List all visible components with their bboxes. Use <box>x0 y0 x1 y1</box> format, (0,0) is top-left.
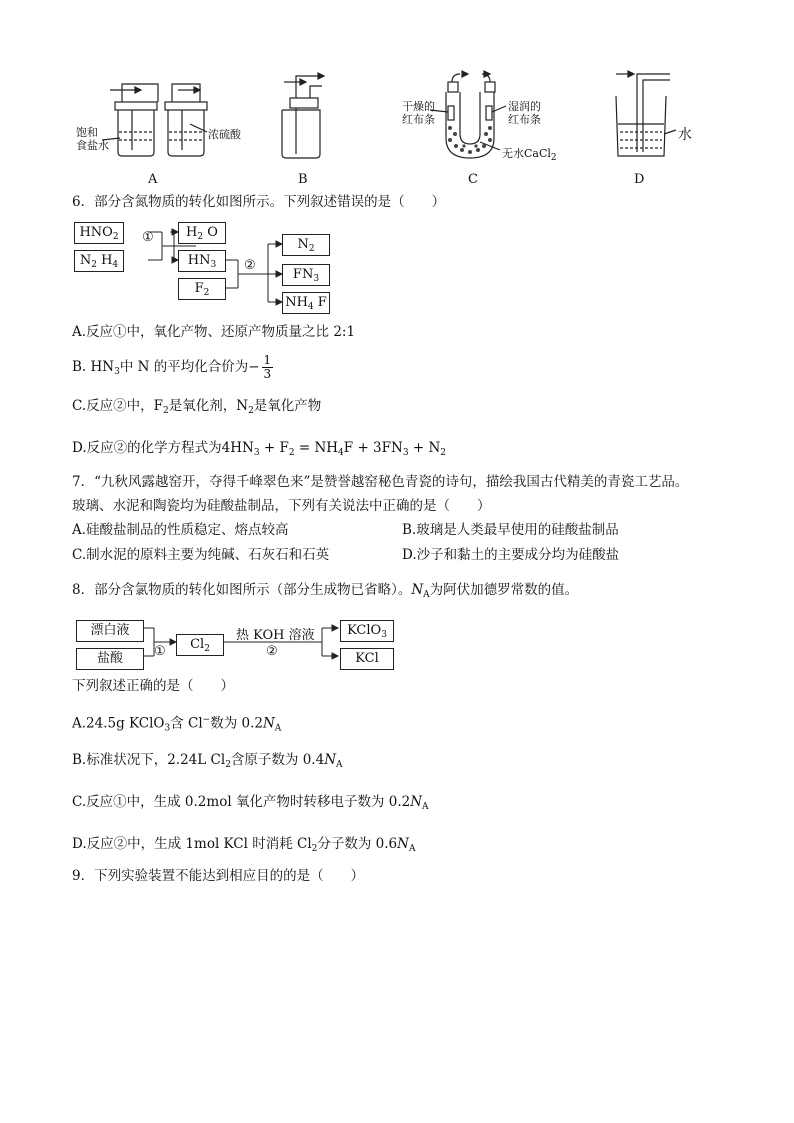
q7-option-d: D.沙子和黏土的主要成分均为硅酸盐 <box>402 547 620 563</box>
box-kclo3: KClO$_3$ <box>340 620 394 642</box>
q8-option-c: C.反应①中，生成 0.2mol 氧化产物时转移电子数为 $0.2N_A$ <box>72 794 429 812</box>
label-anhydrous-cacl2: 无水CaCl$_2$ <box>502 147 557 163</box>
q6-option-a: A.反应①中，氧化产物、还原产物质量之比 2:1 <box>72 324 356 340</box>
q8-arrow-text: 热 KOH 溶液 <box>236 628 315 643</box>
apparatus-b <box>282 73 324 158</box>
label-wet-strip: 湿润的 红布条 <box>508 100 541 126</box>
apparatus-figure <box>60 62 740 172</box>
box-hno2: $HNO_2$ <box>74 222 124 244</box>
label-saturated-brine: 饱和 食盐水 <box>76 126 109 152</box>
q8-option-a: A.24.5g KClO$_3$含 Cl−数为 $0.2N_A$ <box>72 715 282 734</box>
q7-option-c: C.制水泥的原料主要为纯碱、石灰石和石英 <box>72 547 330 563</box>
q7-option-b: B.玻璃是人类最早使用的硅酸盐制品 <box>402 522 619 538</box>
apparatus-a <box>102 84 207 156</box>
box-n2h4: $N_2$ $H_4$ <box>74 250 124 272</box>
q8-step2-label: ② <box>266 644 278 659</box>
q8-option-b: B.标准状况下，2.24L $Cl_2$含原子数为 $0.4N_A$ <box>72 752 343 770</box>
q7-stem-line2: 玻璃、水泥和陶瓷均为硅酸盐制品，下列有关说法中正确的是（ ） <box>72 498 491 514</box>
box-hcl: 盐酸 <box>76 648 144 670</box>
apparatus-c <box>430 71 506 158</box>
box-h2o: $H_2$ O <box>178 222 226 244</box>
q7-option-a: A.硅酸盐制品的性质稳定、熔点较高 <box>72 522 289 538</box>
box-cl2: $Cl_2$ <box>176 634 224 656</box>
box-bleach: 漂白液 <box>76 620 144 642</box>
q7-stem-line1: 7．“九秋风露越窑开，夺得千峰翠色来”是赞誉越窑秘色青瓷的诗句，描绘我国古代精美的青瓷工艺品。 <box>72 474 689 490</box>
q6-step2-label: ② <box>244 258 256 273</box>
caption-b: B <box>298 172 308 187</box>
q9-stem: 9．下列实验装置不能达到相应目的的是（ ） <box>72 868 365 884</box>
q8-stem: 8．部分含氯物质的转化如图所示（部分生成物已省略）。$N_A$为阿伏加德罗常数的值。 <box>72 582 579 600</box>
box-hn3: $HN_3$ <box>178 250 226 272</box>
q8-ask: 下列叙述正确的是（ ） <box>72 678 234 694</box>
q8-option-d: D.反应②中，生成 1mol KCl 时消耗 $Cl_2$分子数为 $0.6N_A$ <box>72 836 416 854</box>
q6-option-b: B. $HN_3$中 N 的平均化合价为− $\frac{1}{3}$ <box>72 353 272 381</box>
q6-step1-label: ① <box>142 230 154 245</box>
label-dry-strip: 干燥的 红布条 <box>402 100 435 126</box>
box-fn3: $FN_3$ <box>282 264 330 286</box>
box-nh4f: $NH_4$ F <box>282 292 330 314</box>
label-water: 水 <box>678 127 692 143</box>
box-f2: $F_2$ <box>178 278 226 300</box>
label-conc-sulfuric-acid: 浓硫酸 <box>208 128 241 141</box>
apparatus-d <box>616 71 676 156</box>
box-kcl: KCl <box>340 648 394 670</box>
box-n2: $N_2$ <box>282 234 330 256</box>
q8-step1-label: ① <box>154 644 166 659</box>
caption-a: A <box>148 172 158 187</box>
q6-option-d: D.反应②的化学方程式为$4HN_3 + F_2 = NH_4F + 3FN_3 + N_2$ <box>72 440 446 458</box>
caption-d: D <box>634 172 645 187</box>
fraction-one-third: $\frac{1}{3}$ <box>263 353 272 381</box>
cacl2-granules <box>448 126 492 154</box>
q6-option-c: C.反应②中，$F_2$是氧化剂，$N_2$是氧化产物 <box>72 398 322 416</box>
q6-stem: 6．部分含氮物质的转化如图所示。下列叙述错误的是（ ） <box>72 194 446 210</box>
caption-c: C <box>468 172 478 187</box>
